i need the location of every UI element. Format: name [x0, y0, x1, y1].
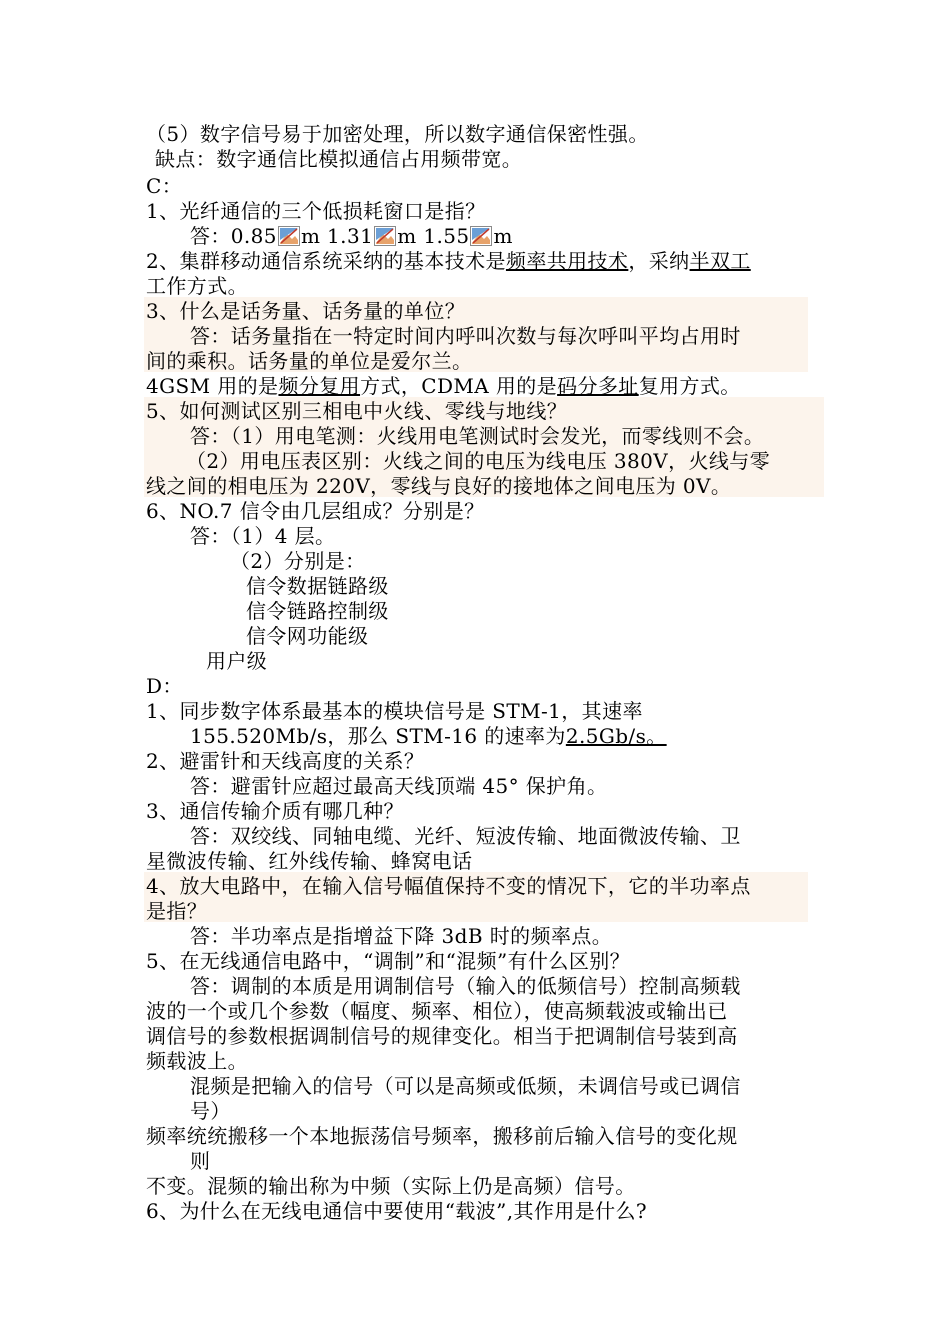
underlined-term: 频分复用 — [278, 374, 361, 398]
broken-image-icon — [278, 226, 300, 246]
answer-d5: 答：调制的本质是用调制信号（输入的低频信号）控制高频载 — [190, 974, 741, 998]
answer-c5: 答：（1）用电笔测：火线用电笔测试时会发光，而零线则不会。 — [190, 424, 765, 448]
question-c3: 3、什么是话务量、话务量的单位？ — [146, 299, 466, 323]
question-c2 — [146, 249, 751, 274]
text-run: 2、集群移动通信系统采纳的基本技术是 — [146, 249, 506, 273]
list-item: 信令网功能级 — [246, 624, 369, 648]
text-line: （2）分别是： — [230, 549, 366, 573]
answer-text: m 1.55 — [397, 224, 470, 248]
question-c1: 1、光纤通信的三个低损耗窗口是指？ — [146, 199, 486, 223]
text-line: 不变。混频的输出称为中频（实际上仍是高频）信号。 — [146, 1174, 636, 1198]
answer-text: m — [493, 224, 513, 248]
question-d3: 3、通信传输介质有哪几种？ — [146, 799, 404, 823]
answer-d2: 答：避雷针应超过最高天线顶端 45° 保护角。 — [190, 774, 608, 798]
underlined-term: 半双工 — [689, 249, 751, 273]
answer-d4: 答：半功率点是指增益下降 3dB 时的频率点。 — [190, 924, 613, 948]
text-run: 4GSM 用的是 — [146, 374, 279, 398]
text-line: 则 — [190, 1149, 211, 1173]
question-d1: 1、同步数字体系最基本的模块信号是 STM-1，其速率 — [146, 699, 643, 723]
text-line: 工作方式。 — [146, 274, 248, 298]
question-d6: 6、为什么在无线电通信中要使用“载波”,其作用是什么? — [146, 1199, 648, 1223]
question-d4: 4、放大电路中，在输入信号幅值保持不变的情况下，它的半功率点 — [146, 874, 751, 898]
text-line: 波的一个或几个参数（幅度、频率、相位），使高频载波或输出已 — [146, 999, 728, 1023]
answer-text: m 1.31 — [300, 224, 374, 248]
question-c5: 5、如何测试区别三相电中火线、零线与地线？ — [146, 399, 568, 423]
underlined-term: 2.5Gb/s。 — [565, 724, 667, 748]
text-run: 155.520Mb/s，那么 STM-16 的速率为 — [190, 724, 566, 748]
text-run: 方式，CDMA 用的是 — [360, 374, 558, 398]
text-line: 星微波传输、红外线传输、蜂窝电话 — [146, 849, 473, 873]
text-line: 调信号的参数根据调制信号的规律变化。相当于把调制信号装到高 — [146, 1024, 738, 1048]
question-d2: 2、避雷针和天线高度的关系？ — [146, 749, 425, 773]
answer-c3: 答：话务量指在一特定时间内呼叫次数与每次呼叫平均占用时 — [190, 324, 741, 348]
list-item: 信令链路控制级 — [246, 599, 389, 623]
text-line: （2）用电压表区别：火线之间的电压为线电压 380V，火线与零 — [186, 449, 771, 473]
answer-d3: 答：双绞线、同轴电缆、光纤、短波传输、地面微波传输、卫 — [190, 824, 741, 848]
text-line: （5）数字信号易于加密处理，所以数字通信保密性强。 — [146, 122, 649, 146]
section-heading-d: D： — [146, 674, 183, 698]
text-run: 复用方式。 — [638, 374, 741, 398]
text-line: 混频是把输入的信号（可以是高频或低频，未调信号或已调信 — [190, 1074, 741, 1098]
text-line: 是指？ — [146, 899, 208, 923]
section-heading-c: C： — [146, 174, 183, 198]
text-line: 线之间的相电压为 220V，零线与良好的接地体之间电压为 0V。 — [146, 474, 732, 498]
question-c6: 6、NO.7 信令由几层组成？分别是？ — [146, 499, 485, 523]
answer-c1 — [190, 224, 513, 249]
list-item: 信令数据链路级 — [246, 574, 389, 598]
text-line: 频率统统搬移一个本地振荡信号频率，搬移前后输入信号的变化规 — [146, 1124, 738, 1148]
text-line: 缺点：数字通信比模拟通信占用频带宽。 — [155, 147, 523, 171]
answer-text: 答：0.85 — [190, 224, 277, 248]
text-line: 间的乘积。话务量的单位是爱尔兰。 — [146, 349, 473, 373]
text-run: ，采纳 — [628, 249, 690, 273]
text-line — [190, 724, 667, 749]
broken-image-icon — [470, 226, 492, 246]
list-item: 用户级 — [206, 649, 268, 673]
broken-image-icon — [374, 226, 396, 246]
text-line: 频载波上。 — [146, 1049, 248, 1073]
underlined-term: 频率共用技术 — [505, 249, 629, 273]
text-line: 号） — [190, 1099, 231, 1123]
question-c4 — [146, 374, 741, 399]
question-d5: 5、在无线通信电路中，“调制”和“混频”有什么区别？ — [146, 949, 631, 973]
answer-c6: 答：（1）4 层。 — [190, 524, 336, 548]
underlined-term: 码分多址 — [557, 374, 639, 398]
